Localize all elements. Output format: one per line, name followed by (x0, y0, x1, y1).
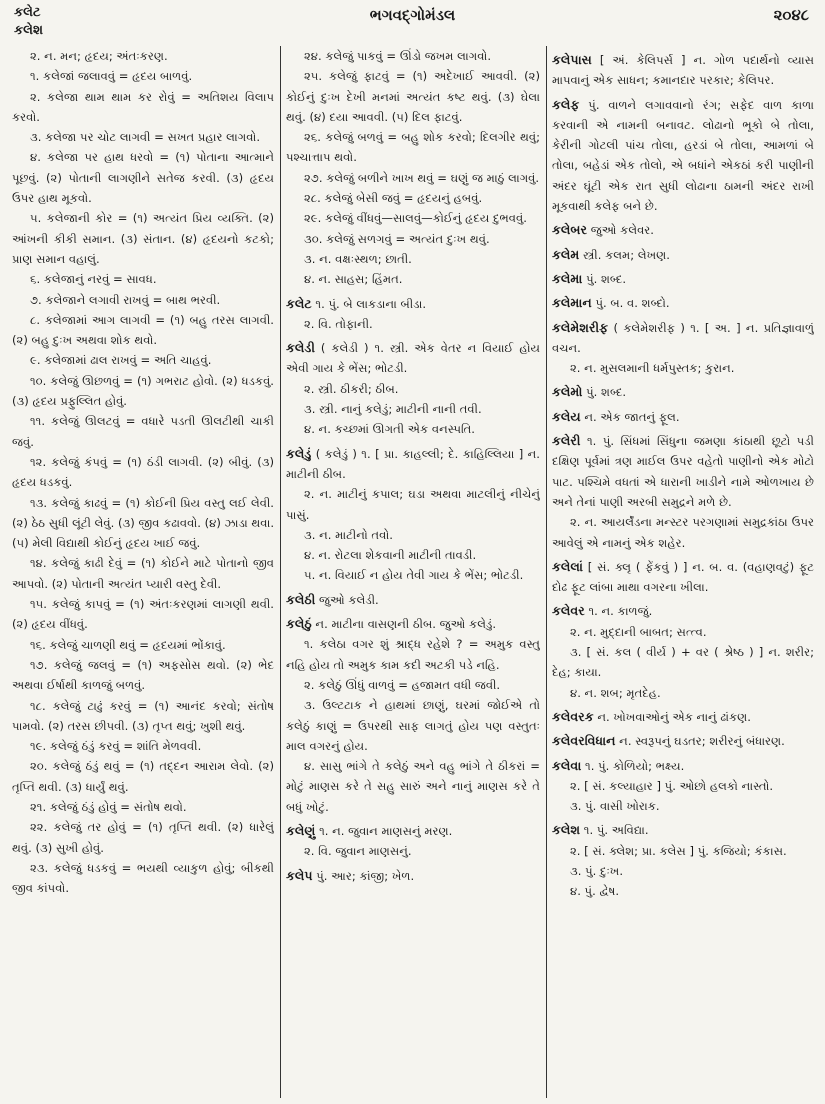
entry-sense (286, 127, 540, 168)
headword: કલેરી (552, 433, 581, 449)
entry-sense (286, 484, 540, 525)
entry-sense (552, 861, 814, 881)
entry-text: ૧. પું. બે લાકડાના બીડા. (311, 296, 427, 311)
entry-sense (12, 290, 274, 310)
dictionary-entry (286, 338, 540, 379)
entry-text: ન. માટીના વાસણની ઠીબ. જુઓ કલેડું. (311, 617, 497, 632)
entry-sense (12, 655, 274, 696)
entry-text: [ સં. ક્લૃ ( ફેંકવું ) ] ન. બ. વ. (વહાણવટું) ફૂટ દોઢ ફૂટ લાંબા માથા વગરના ખીલા. (552, 559, 814, 595)
entry-text: ૧. ન. જુવાન માણસનું મરણ. (315, 823, 453, 838)
headword: કલેલાં (552, 558, 584, 574)
entry-text: ૩. સ્ત્રી. નાનું કલેડું; માટીની નાની તવી. (304, 402, 482, 417)
entry-sense (286, 675, 540, 695)
entry-sense (12, 594, 274, 635)
entry-text: ૧૦. કલેજું ઊછળવું = (૧) ગભરાટ હોવો. (૨) ધડકવું. (૩) હૃદય પ્રફુલ્લિત હોવું. (12, 373, 274, 409)
headword: કલેય (552, 408, 581, 424)
entry-sense (12, 756, 274, 797)
entry-text: ૨૩. કલેજું ધડકવું = ભયથી વ્યાકુળ હોવું; બીકથી જીવ કાંપવો. (12, 860, 274, 896)
entry-text: ૨૨. કલેજું તર હોવું = (૧) તૃપ્તિ થવી. (૨) ધારેલું થવું. (૩) સુખી હોવું. (12, 820, 274, 855)
entry-text: ૨૮. કલેજું બેસી જવું = હૃદયનું હબવું. (304, 191, 483, 206)
dictionary-entry (552, 431, 814, 512)
entry-text: ૬. કલેજાનું નરવું = સાવધ. (30, 272, 157, 287)
guide-word-last: કલેશ (14, 23, 44, 38)
entry-sense (12, 371, 274, 412)
headword: કલેઠું (286, 616, 312, 632)
entry-text: ( કલેમેશરીફ ) ૧. [ અ. ] ન. પ્રતિજ્ઞાવાળું વચન. (552, 320, 814, 355)
column-divider (280, 46, 281, 1098)
entry-text: ૪. કલેજા પર હાથ ધરવો = (૧) પોતાના આત્માને પૂછવું. (૨) પોતાની લાગણીને સતેજ કરવી. (૩) હૃદય ઉપર હાથ મૂકવો. (12, 150, 274, 206)
guide-word-first: કલેટ (14, 5, 41, 20)
headword: કલેઠી (286, 591, 316, 607)
page-header (0, 0, 825, 44)
entry-text: ૨૯. કલેજું વીંધવું—સાલવું—કોઈનું હૃદય દુભવવું. (304, 211, 527, 226)
dictionary-entry (286, 821, 540, 841)
entry-text: ૩. [ સં. કલ ( વીર્ય ) + વર ( શ્રેષ્ઠ ) ] ન. શરીર; દેહ; કાયા. (552, 645, 814, 680)
entry-text: જુઓ કલેવર. (587, 223, 654, 238)
entry-sense (552, 796, 814, 816)
entry-text: ૩. ન. વક્ષઃસ્થળ; છાતી. (304, 251, 412, 266)
dictionary-entry (552, 601, 814, 621)
entry-text: ૨. ન. મન; હૃદય; અંતઃકરણ. (30, 49, 168, 63)
entry-sense (286, 545, 540, 565)
dictionary-column-1 (12, 46, 274, 1098)
dictionary-entry (552, 220, 814, 240)
dictionary-column-3 (552, 46, 814, 1098)
entry-text: ૨૪. કલેજું પાકવું = ઊંડો જખમ લાગવો. (304, 49, 492, 63)
entry-sense (552, 841, 814, 861)
entry-sense (12, 127, 274, 147)
entry-text: ૨. ન. મુસલમાની ધર્મપુસ્તક; કુરાન. (570, 361, 735, 376)
entry-text: ૧. કલેજાં જલાવવું = હૃદય બાળવું. (30, 69, 193, 84)
entry-text: ૨. [ સં. કલ્યાહાર ] પું. ઓછો હલકો નાસ્તો. (570, 778, 774, 793)
entry-text: ૮. કલેજામાં આગ લાગવી = (૧) બહુ તરસ લાગવી. (૨) બહુ દુઃખ અથવા શોક થવો. (12, 312, 274, 348)
headword: કલેડું (286, 445, 312, 461)
dictionary-entry (552, 293, 814, 313)
entry-sense (286, 66, 540, 127)
entry-text: ૫. ન. વિયાઈ ન હોય તેવી ગાય કે ભેંસ; ભોટડી. (304, 568, 524, 583)
entry-sense (286, 269, 540, 289)
headword: કલેમા (552, 270, 583, 286)
entry-text: ૧૧. કલેજું ઊલટવું = વધારે પડતી ઊલટીથી ચાકી જવું. (12, 414, 274, 449)
dictionary-entry (552, 707, 814, 727)
entry-sense (286, 419, 540, 439)
dictionary-entry (552, 731, 814, 751)
entry-text: ૩. પું. વાસી ખોરાક. (570, 799, 660, 814)
headword: કલેમો (552, 384, 583, 400)
dictionary-entry (552, 95, 814, 217)
headword: કલેવરક (552, 708, 594, 724)
dictionary-entry (552, 407, 814, 427)
entry-text: ૫. કલેજાની કોર = (૧) અત્યંત પ્રિય વ્યક્તિ. (૨) આંખની કીકી સમાન. (૩) સંતાન. (૪) હૃદયનો કટકો; પ્રાણ સમાન વહાલું. (12, 211, 274, 266)
entry-sense (12, 452, 274, 493)
dictionary-entry (552, 245, 814, 265)
entry-text: ૧૨. કલેજું કંપવું = (૧) ઠંડી લાગવી. (૨) બીવું. (૩) હૃદય ધડકવું. (12, 454, 274, 490)
entry-sense (12, 208, 274, 269)
entry-text: ૪. ન. શબ; મૃતદેહ. (570, 685, 661, 700)
entry-sense (12, 858, 274, 899)
entry-sense (286, 188, 540, 208)
entry-text: ૩. ન. માટીનો તવો. (304, 527, 393, 542)
entry-text: ૪. પું. દ્વેષ. (570, 884, 620, 899)
dictionary-entry (286, 866, 540, 886)
entry-text: ૧૪. કલેજું કાઢી દેવું = (૧) કોઈને માટે પોતાનો જીવ આપવો. (૨) પોતાની અત્યંત પ્યારી વસ્તુ દેવી. (12, 556, 274, 591)
entry-text: સ્ત્રી. કલમ; લેખણ. (579, 247, 670, 262)
entry-text: પું. આર; કાંજી; ખેળ. (312, 868, 415, 883)
entry-text: ન. ખોખવાઓનું એક નાનું ઢાંકણ. (593, 709, 751, 724)
entry-sense (12, 553, 274, 594)
headword: કલેવા (552, 757, 582, 773)
entry-text: ૧૫. કલેજું કાપવું = (૧) અંતઃકરણમાં લાગણી થવી. (૨) હૃદય વીંધવું. (12, 597, 274, 632)
entry-sense (286, 634, 540, 675)
entry-text: ૧. પું. અવિદ્યા. (580, 823, 649, 838)
entry-text: ૧. ન. કાળજું. (584, 604, 653, 619)
entry-sense (286, 756, 540, 817)
entry-text: ૧. પું. સિંધમાં સિંધુના જમણા કાંઠાથી છૂટો પડી દક્ષિણ પૂર્વમાં ત્રણ માઈલ ઉપર વહેતો પાણીનો એક મોટો પાટ. પશ્ચિમે વધતાં એ ધારાની ખાડીને નામે ઓળખાય છે અને તેનાં પાણી અરબી સમુદ્રને મળે છે. (552, 434, 814, 509)
dictionary-entry (552, 820, 814, 840)
dictionary-entry (552, 756, 814, 776)
entry-sense (12, 87, 274, 128)
entry-sense (12, 635, 274, 655)
headword: કલેવર (552, 603, 585, 619)
headword: કલેમ (552, 246, 580, 262)
entry-text: ૨૬. કલેજું બળવું = બહુ શોક કરવો; દિલગીર થવું; પશ્ચાત્તાપ થવો. (286, 130, 540, 165)
entry-text: ૨. ન. માટીનું કપાલ; ઘડા અથવા માટલીનું નીચેનું પાસું. (286, 487, 540, 522)
dictionary-entry (286, 590, 540, 610)
entry-text: પું. બ. વ. શબ્દો. (591, 296, 670, 311)
headword: કલેટ (286, 295, 312, 311)
dictionary-entry (286, 294, 540, 314)
headword: કલેપ (286, 867, 313, 883)
headword: કલેફ (552, 96, 580, 112)
entry-sense (286, 314, 540, 334)
entry-text: ૨. કલેજા થામ થામ કર રોવું = અતિશય વિલાપ કરવો. (12, 89, 274, 124)
entry-text: પું. શબ્દ. (582, 271, 627, 286)
entry-sense (12, 310, 274, 351)
entry-sense (286, 208, 540, 228)
entry-sense (286, 46, 540, 66)
book-title: ભગવદ્ગોમંડલ (369, 6, 456, 24)
entry-sense (286, 249, 540, 269)
entry-sense (286, 379, 540, 399)
entry-text: ૪. ન. રોટલા શેકવાની માટીની તાવડી. (304, 548, 477, 563)
column-divider (546, 46, 547, 1098)
dictionary-entry (552, 382, 814, 402)
entry-sense (552, 776, 814, 796)
dictionary-entry (286, 614, 540, 634)
entry-text: ( કલેડું ) ૧. [ પ્રા. કાહલ્લી; દે. કાહિલ્લિયા ] ન. માટીની ઠીબ. (286, 446, 540, 481)
entry-text: ૧૯. કલેજું ઠંડું કરવું = શાંતિ મેળવવી. (30, 739, 202, 754)
entry-sense (286, 168, 540, 188)
entry-text: ૨. ન. મુદ્દાની બાબત; સત્ત્વ. (570, 624, 707, 639)
dictionary-column-2 (286, 46, 540, 1098)
page-number: ૨૦૪૮ (773, 6, 809, 24)
entry-sense (12, 493, 274, 554)
entry-text: ૨૧. કલેજું ઠંડું હોવું = સંતોષ થવો. (30, 799, 187, 814)
entry-sense (12, 46, 274, 66)
entry-sense (286, 525, 540, 545)
entry-text: ૨. સ્ત્રી. ઠીકરી; ઠીબ. (304, 381, 399, 396)
headword: કલેમેશરીફ (552, 319, 609, 335)
entry-text: ૨. વિ. તોફાની. (304, 316, 373, 331)
entry-sense (12, 269, 274, 289)
entry-text: ૧૭. કલેજું જલવું = (૧) અફસોસ થવો. (૨) ભેદ અથવા ઈર્ષાથી કાળજું બળવું. (12, 657, 274, 693)
entry-sense (552, 642, 814, 683)
entry-sense (286, 841, 540, 861)
entry-sense (552, 683, 814, 703)
entry-sense (552, 622, 814, 642)
entry-sense (286, 229, 540, 249)
entry-text: ૨૦. કલેજું ઠંડું થવું = (૧) તદ્દન આરામ લેવો. (૨) તૃપ્તિ થવી. (૩) ધાર્યું થવું. (12, 759, 274, 794)
dictionary-entry (552, 318, 814, 359)
entry-text: ૪. ન. કચ્છમાં ઊગતી એક વનસ્પતિ. (304, 422, 475, 437)
entry-text: ૨૫. કલેજું ફાટવું = (૧) અદેખાઈ આવવી. (૨) કોઈનું દુઃખ દેખી મનમાં અત્યંત કષ્ટ થવું. (૩) ઘેલા થવું. (૪) દયા આવવી. (૫) દિલ ફાટવું. (286, 69, 540, 124)
entry-sense (552, 512, 814, 553)
entry-sense (12, 350, 274, 370)
entry-text: ૩. ઉલ્ટટાક ને હાથમાં છાણું, ઘરમાં જોઈએ તો કલેઠું કાણું = ઉપરથી સાફ લાગતું હોય પણ વસ્તુતઃ માલ વગરનું હોય. (286, 698, 540, 753)
headword: કલેબર (552, 222, 588, 238)
entry-sense (286, 695, 540, 756)
entry-sense (12, 411, 274, 452)
entry-sense (286, 565, 540, 585)
entry-sense (12, 797, 274, 817)
entry-sense (12, 817, 274, 858)
entry-text: ૭. કલેજાને લગાવી રાખવું = બાથ ભરવી. (30, 292, 221, 307)
entry-text: ૩. પું. દુઃખ. (570, 863, 624, 878)
entry-sense (12, 66, 274, 86)
entry-sense (12, 736, 274, 756)
entry-sense (552, 881, 814, 901)
headword: કલેશ (552, 822, 581, 838)
entry-sense (12, 147, 274, 208)
entry-text: ૨. [ સં. ક્લેશ; પ્રા. કલેસ ] પું. કજિયો; કંકાસ. (570, 843, 787, 858)
entry-sense (286, 399, 540, 419)
entry-text: ૪. ન. સાહસ; હિંમત. (304, 272, 403, 287)
entry-text: ૧૩. કલેજું કાઢવું = (૧) કોઈની પ્રિય વસ્તુ લઈ લેવી. (૨) ઠેઠ સુધી લૂંટી લેવું. (૩) જીવ કઢાવવો. (૪) ઝાડા થવા. (૫) મેલી વિદ્યાથી કોઈનું હૃદય ખાઈ જવું. (12, 495, 274, 551)
entry-text: ૨. વિ. જુવાન માણસનું. (304, 844, 412, 859)
entry-sense (12, 696, 274, 737)
entry-text: ૩. કલેજા પર ચોટ લાગવી = સખત પ્રહાર લાગવો. (30, 130, 261, 145)
entry-text: ૩૦. કલેજું સળગવું = અત્યંત દુઃખ થવું. (304, 231, 490, 246)
entry-text: પું. શબ્દ. (582, 385, 627, 400)
entry-text: ન. સ્વરૂપનું ઘડતર; શરીરનું બંધારણ. (615, 734, 785, 749)
entry-text: ૯. કલેજામાં ઢાલ રાખવું = અતિ ચાહવું. (30, 353, 212, 368)
entry-text: ૧૬. કલેજું ચાળણી થવું = હૃદયમાં ભોંકાવું. (30, 637, 226, 652)
headword: કલેવરવિધાન (552, 733, 616, 749)
dictionary-entry (552, 269, 814, 289)
entry-text: પું. વાળને લગાવવાનો રંગ; સફેદ વાળ કાળા કરવાની એ નામની બનાવટ. લોઢાનો ભૂકો બે તોલા, કેરીની ગોટલી પાંચ તોલા, હરડાં બે તોલા, આમળાં બે તોલા, બહેડાં એક તોલો, એ બધાંને એકઠાં કરી પાણીની અંદર ઘૂંટી એક રાત સુધી લોઢાના ઠામની અંદર રાખી મૂકવાથી કલેફ બને છે. (552, 97, 814, 214)
entry-text: ( કલેડી ) ૧. સ્ત્રી. એક વેતર ન વિયાઈ હોય એવી ગાય કે ભેંસ; ભોટડી. (286, 341, 540, 376)
entry-sense (552, 358, 814, 378)
entry-text: ૪. સાસુ ભાંગે તે કલેઠું અને વહુ ભાંગે તે ઠીકરાં = મોટું માણસ કરે તે સહુ સારું અને નાનું માણસ કરે તે બધું ખોટું. (286, 759, 540, 814)
entry-text: ૧. પું. કોળિયો; ભક્ષ્ય. (581, 758, 685, 773)
headword: કલેડી (286, 340, 315, 356)
dictionary-entry (552, 557, 814, 598)
entry-text: ૨. ન. આયર્લૅંડના મન્સ્ટર પરગણામાં સમુદ્રકાંઠા ઉપર આવેલું એ નામનું એક શહેર. (552, 515, 814, 550)
entry-text: ૧. કલેઠા વગર શું શ્રાદ્ધ રહેશે ? = અમુક વસ્તુ નહિ હોય તો અમુક કામ કદી અટકી પડે નહિ. (286, 637, 540, 672)
entry-text: ન. એક જાતનું ફૂલ. (580, 409, 680, 424)
entry-text: ૧૮. કલેજું ટાઢું કરવું = (૧) આનંદ કરવો; સંતોષ પામવો. (૨) તરસ છીપવી. (૩) તૃપ્ત થવું; ખુશી થવું. (12, 698, 274, 733)
headword: કલેપાસ (552, 52, 592, 67)
dictionary-entry (286, 444, 540, 485)
entry-text: ૨૭. કલેજું બળીને ખાખ થવું = ઘણું જ માઠું લાગવું. (304, 170, 540, 185)
entry-text: જુઓ કલેડી. (315, 592, 379, 607)
dictionary-entry (552, 50, 814, 91)
entry-text: [ અં. કેલિપર્સ ] ન. ગોળ પદાર્થનો વ્યાસ માપવાનું એક સાધન; કમાનદાર પરકાર; કેલિપર. (552, 53, 814, 88)
headword: કલેમાન (552, 295, 592, 311)
entry-text: ૨. કલેઠું ઊંધું વાળવું = હજામત વધી જવી. (304, 677, 501, 692)
headword: કલેણું (286, 822, 316, 838)
